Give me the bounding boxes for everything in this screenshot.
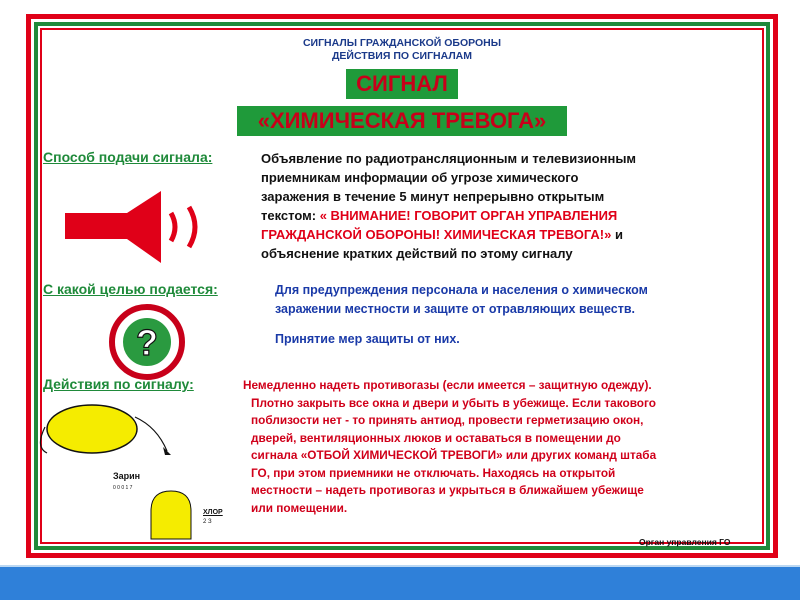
actions-line-5: ГО, при этом приемники не отключать. Находясь на открытой: [251, 465, 616, 480]
hlor-sublabel: 2 З: [203, 519, 212, 525]
actions-line-4: сигнала «ОТБОЙ ХИМИЧЕСКОЙ ТРЕВОГИ» или других команд штаба: [251, 448, 657, 462]
actions-label: Действия по сигналу:: [43, 376, 194, 392]
question-mark-icon: [107, 302, 187, 382]
method-line2: приемникам информации об угрозе химического: [261, 170, 579, 185]
header-line1: СИГНАЛЫ ГРАЖДАНСКОЙ ОБОРОНЫ: [302, 37, 502, 49]
bottom-blue-bar: [0, 565, 800, 600]
poster-frame: [26, 14, 778, 558]
hlor-label: ХЛОР: [203, 509, 223, 516]
actions-text: [243, 377, 773, 517]
zarin-label: Зарин: [113, 471, 141, 481]
loudspeaker-icon: [63, 187, 213, 267]
method-line5b: и: [611, 227, 623, 242]
purpose-line2: заражении местности и защите от отравляющих веществ.: [275, 302, 635, 316]
header-line2: ДЕЙСТВИЯ ПО СИГНАЛАМ: [331, 50, 473, 62]
purpose-line3: Принятие мер защиты от них.: [275, 332, 460, 346]
signal-label: СИГНАЛ: [346, 69, 458, 99]
actions-line-3: дверей, вентиляционных люков и оставаться в помещении до: [251, 430, 621, 445]
zarin-sublabel: 0 0 0 1 7: [113, 485, 133, 491]
actions-line-6: местности – надеть противогаз и укрыться в ближайшем убежище: [251, 483, 644, 497]
method-line5a: ГРАЖДАНСКОЙ ОБОРОНЫ! ХИМИЧЕСКАЯ ТРЕВОГА!»: [261, 227, 612, 242]
purpose-text: [275, 281, 775, 349]
method-line4a: текстом:: [261, 208, 320, 223]
purpose-label: С какой целью подается:: [43, 281, 218, 297]
svg-text:?: ?: [136, 322, 158, 363]
method-label: Способ подачи сигнала:: [43, 149, 213, 165]
org-footer: Орган управления ГО: [639, 537, 731, 547]
purpose-line1: Для предупреждения персонала и населения о химическом: [275, 283, 648, 297]
actions-line-1: Плотно закрыть все окна и двери и убыть в убежище. Если такового: [251, 395, 656, 410]
method-line4b: « ВНИМАНИЕ! ГОВОРИТ ОРГАН УПРАВЛЕНИЯ: [319, 208, 618, 223]
chlorine-container-icon: [149, 489, 193, 541]
method-text: [261, 149, 781, 263]
bottom-bar-highlight: [0, 565, 800, 567]
signal-name: «ХИМИЧЕСКАЯ ТРЕВОГА»: [237, 106, 567, 136]
gas-cloud-icon: [37, 397, 187, 467]
method-line6: объяснение кратких действий по этому сигналу: [261, 246, 573, 261]
method-line3: заражения в течение 5 минут непрерывно открытым: [261, 189, 605, 204]
actions-line-2: поблизости нет - то принять антиод, провести герметизацию окон,: [251, 413, 644, 427]
actions-line-0: Немедленно надеть противогазы (если имеется – защитную одежду).: [243, 378, 652, 392]
actions-line-7: или помещении.: [251, 500, 348, 515]
method-line1: Объявление по радиотрансляционным и телевизионным: [261, 151, 637, 166]
